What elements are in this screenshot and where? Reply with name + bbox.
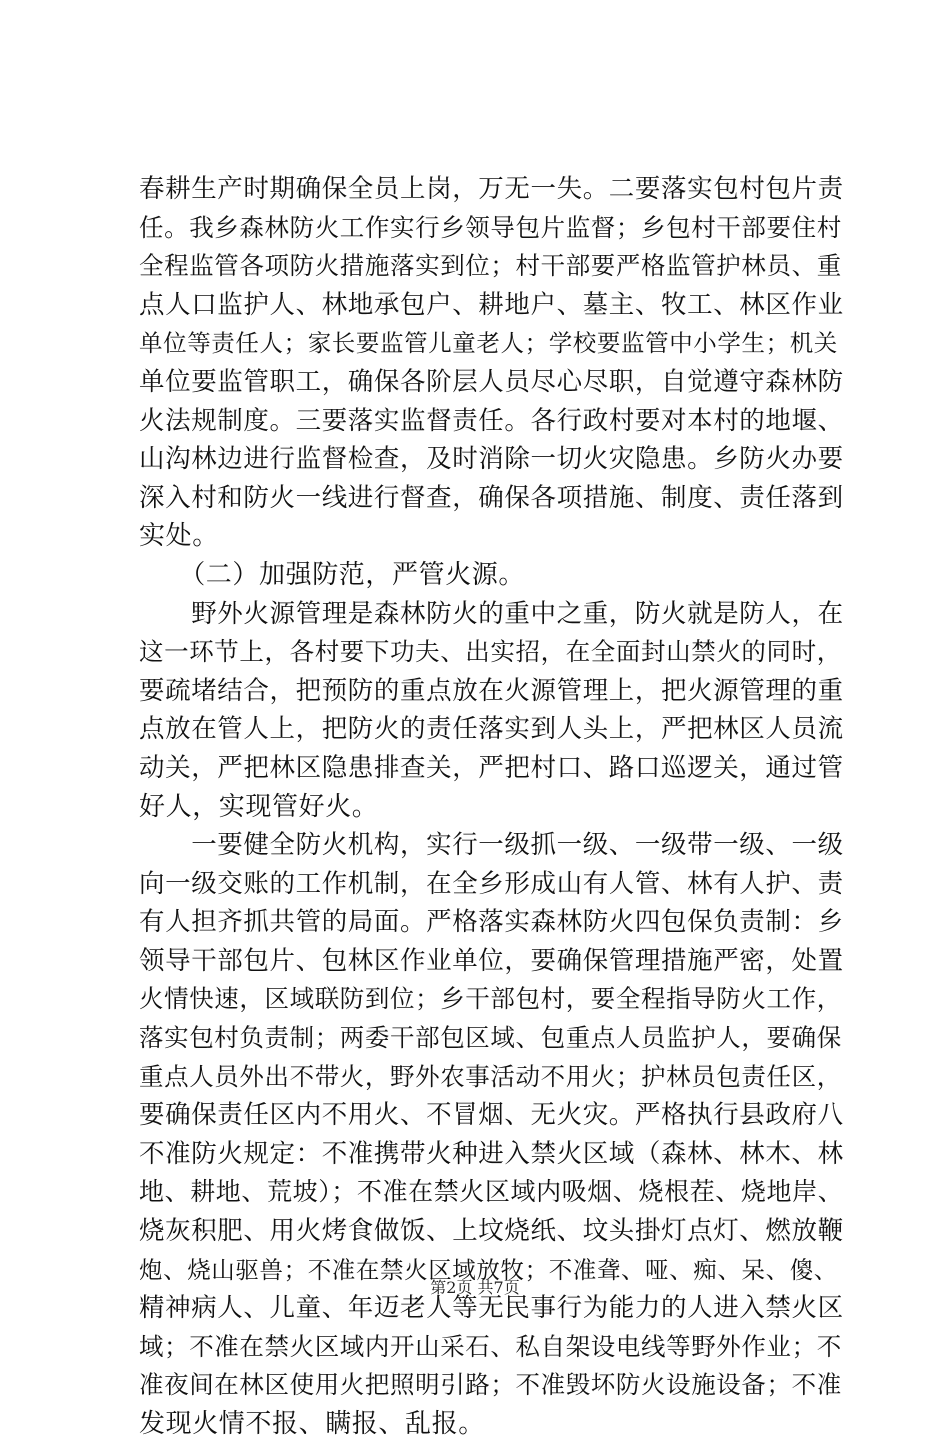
page-number-footer: 第2页 共7页 xyxy=(430,1278,520,1297)
text-line: 火法规制度。三要落实监督责任。各行政村要对本村的地堰、 xyxy=(139,405,844,436)
text-line: 要疏堵结合，把预防的重点放在火源管理上，把火源管理的重 xyxy=(139,675,844,706)
text-line: 点放在管人上，把防火的责任落实到人头上，严把林区人员流 xyxy=(139,714,844,745)
text-line: 域；不准在禁火区域内开山采石、私自架设电线等野外作业；不 xyxy=(139,1331,842,1361)
text-line: 精神病人、儿童、年迈老人等无民事行为能力的人进入禁火区 xyxy=(139,1293,844,1324)
text-line: 要确保责任区内不用火、不冒烟、无火灾。严格执行县政府八 xyxy=(139,1100,844,1131)
text-line: 春耕生产时期确保全员上岗，万无一失。二要落实包村包片责 xyxy=(139,174,844,204)
text-line: 野外火源管理是森林防火的重中之重，防火就是防人，在 xyxy=(139,598,844,629)
text-line: 任。我乡森林防火工作实行乡领导包片监督；乡包村干部要住村 xyxy=(139,212,842,242)
text-line: 向一级交账的工作机制，在全乡形成山有人管、林有人护、责 xyxy=(139,868,844,899)
text-line: 这一环节上，各村要下功夫、出实招，在全面封山禁火的同时， xyxy=(139,637,842,667)
section-heading: （二）加强防范，严管火源。 xyxy=(139,559,526,590)
text-line: 单位要监管职工，确保各阶层人员尽心尽职，自觉遵守森林防 xyxy=(139,366,844,397)
text-line: 山沟林边进行监督检查，及时消除一切火灾隐患。乡防火办要 xyxy=(139,444,844,475)
text-line: 准夜间在林区使用火把照明引路；不准毁坏防火设施设备；不准 xyxy=(139,1370,842,1400)
text-line: 领导干部包片、包林区作业单位，要确保管理措施严密，处置 xyxy=(139,945,844,976)
text-line: 深入村和防火一线进行督查，确保各项措施、制度、责任落到 xyxy=(139,482,844,513)
text-line: 炮、烧山驱兽；不准在禁火区域放牧；不准聋、哑、痴、呆、傻、 xyxy=(139,1255,838,1284)
text-line: 不准防火规定：不准携带火种进入禁火区域（森林、林木、林 xyxy=(139,1138,844,1169)
document-body xyxy=(139,170,844,1444)
text-line: 落实包村负责制；两委干部包区域、包重点人员监护人，要确保 xyxy=(139,1023,842,1053)
text-line: 发现火情不报、瞒报、乱报。 xyxy=(139,1409,485,1439)
text-line: 点人口监护人、林地承包户、耕地户、墓主、牧工、林区作业 xyxy=(139,289,844,320)
text-line: 有人担齐抓共管的局面。严格落实森林防火四包保负责制：乡 xyxy=(139,907,844,938)
text-line: 好人，实现管好火。 xyxy=(139,791,379,822)
text-line: 重点人员外出不带火，野外农事活动不用火；护林员包责任区， xyxy=(139,1061,842,1091)
text-line: 地、耕地、荒坡）；不准在禁火区域内吸烟、烧根茬、烧地岸、 xyxy=(139,1177,844,1207)
text-line: 火情快速，区域联防到位；乡干部包村，要全程指导防火工作， xyxy=(139,984,842,1014)
text-line: 全程监管各项防火措施落实到位；村干部要严格监管护林员、重 xyxy=(139,251,842,281)
text-line: 动关，严把林区隐患排查关，严把村口、路口巡逻关，通过管 xyxy=(139,752,844,783)
text-line: 单位等责任人；家长要监管儿童老人；学校要监管中小学生；机关 xyxy=(139,329,838,358)
text-line: 实处。 xyxy=(139,521,219,552)
text-line: 烧灰积肥、用火烤食做饭、上坟烧纸、坟头掛灯点灯、燃放鞭 xyxy=(139,1216,844,1247)
text-line: 一要健全防火机构，实行一级抓一级、一级带一级、一级 xyxy=(139,830,844,861)
